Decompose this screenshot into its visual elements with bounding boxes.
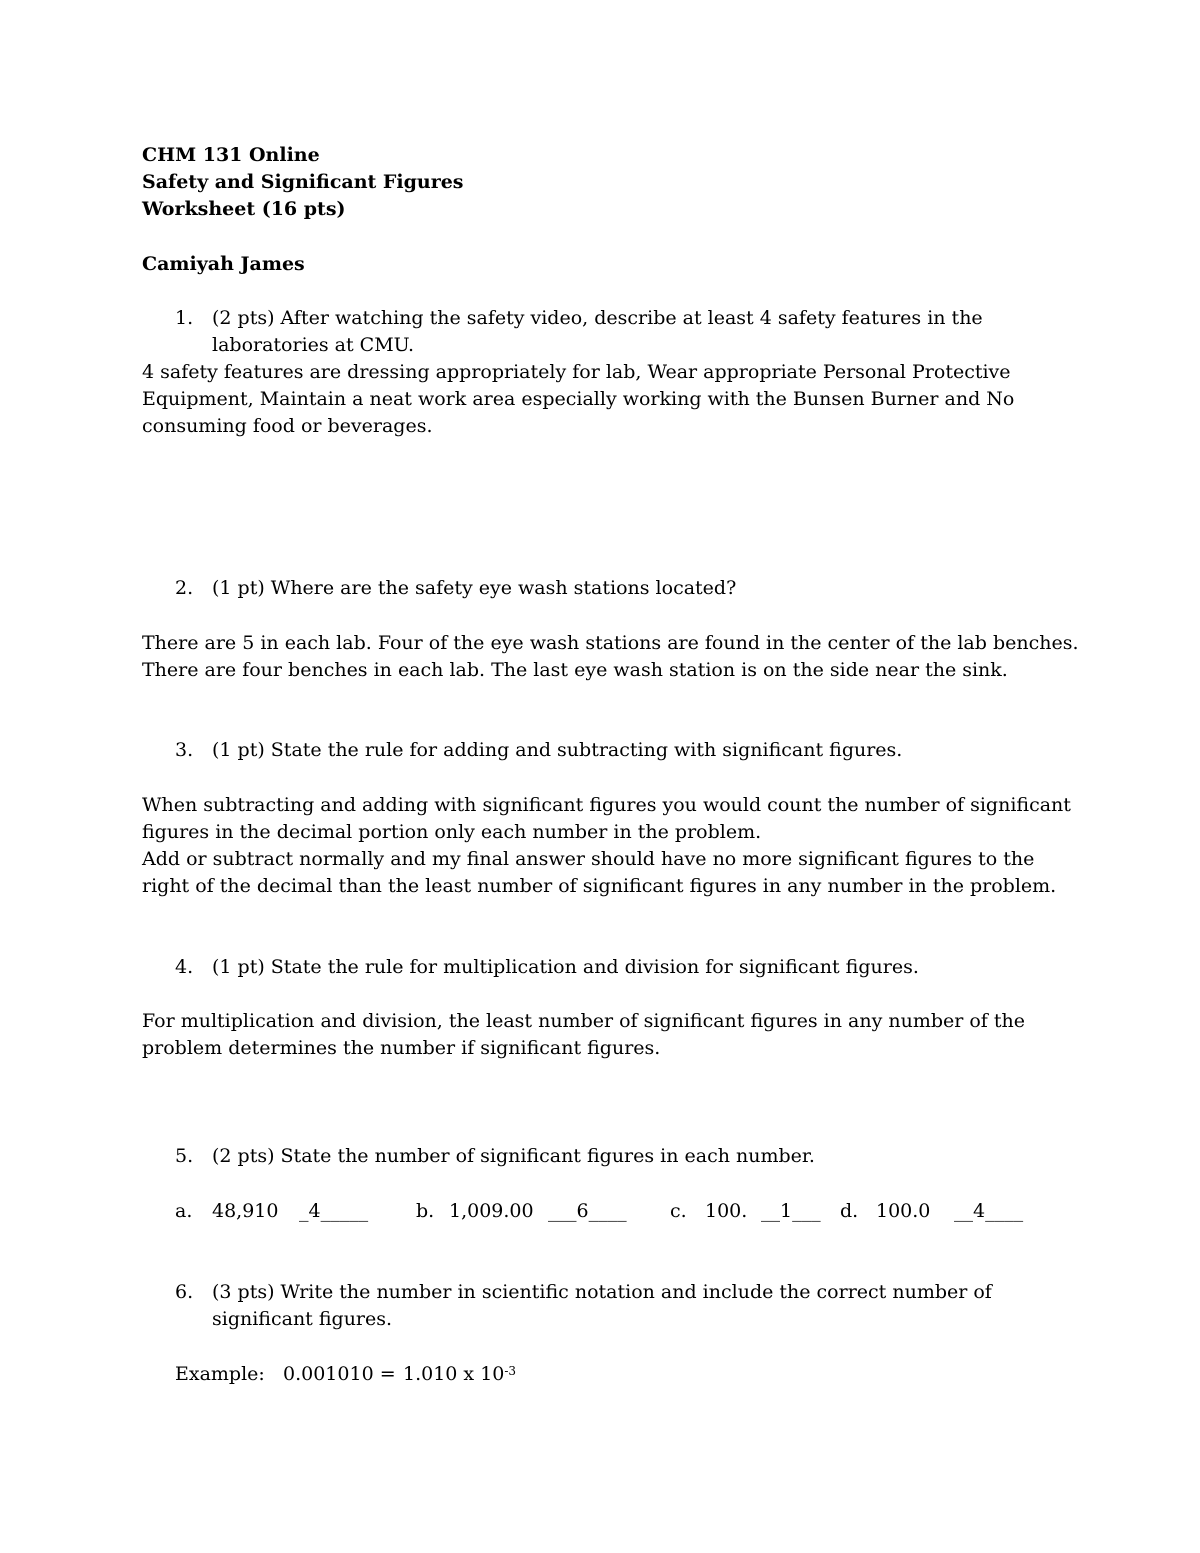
worksheet-title: Worksheet (16 pts): [142, 198, 346, 220]
example-label: Example:: [175, 1363, 265, 1385]
question-1-prompt: (2 pts) After watching the safety video, describe at least 4 safety features in the: [212, 307, 983, 329]
sigfig-item-d-answer: __4____: [954, 1200, 1024, 1222]
question-2-prompt: (1 pt) Where are the safety eye wash stations located?: [212, 577, 737, 599]
question-2-answer: There are 5 in each lab. Four of the eye wash stations are found in the center of the lab benches.: [142, 632, 1079, 654]
question-3-answer: figures in the decimal portion only each number in the problem.: [142, 821, 762, 843]
sigfig-item-d-value: 100.0: [876, 1200, 931, 1222]
question-5-number: 5.: [175, 1145, 194, 1167]
sigfig-item-c-answer: __1___: [761, 1200, 821, 1222]
question-1-number: 1.: [175, 307, 194, 329]
example-exponent: -3: [504, 1364, 517, 1378]
question-6-prompt: (3 pts) Write the number in scientific notation and include the correct number of: [212, 1281, 992, 1303]
question-3-answer: right of the decimal than the least number of significant figures in any number in the problem.: [142, 875, 1057, 897]
sigfig-item-a-answer: _4_____: [299, 1200, 369, 1222]
example-result: [403, 1361, 516, 1388]
question-3-prompt: (1 pt) State the rule for adding and subtracting with significant figures.: [212, 739, 903, 761]
sigfig-item-b-answer: ___6____: [548, 1200, 627, 1222]
example-result-base: 1.010 x 10: [403, 1363, 505, 1385]
sigfig-item-c-value: 100.: [705, 1200, 748, 1222]
question-1-answer: consuming food or beverages.: [142, 415, 433, 437]
question-2-answer: There are four benches in each lab. The last eye wash station is on the side near the sink.: [142, 659, 1008, 681]
sigfig-item-d-letter: d.: [840, 1200, 859, 1222]
question-5-prompt: (2 pts) State the number of significant figures in each number.: [212, 1145, 815, 1167]
question-6-prompt: significant figures.: [212, 1308, 393, 1330]
question-1-answer: Equipment, Maintain a neat work area especially working with the Bunsen Burner and No: [142, 388, 1015, 410]
student-name: Camiyah James: [142, 253, 305, 275]
example-number: 0.001010 =: [283, 1363, 396, 1385]
question-2-number: 2.: [175, 577, 194, 599]
sigfig-item-a-letter: a.: [175, 1200, 193, 1222]
question-4-answer: For multiplication and division, the least number of significant figures in any number of the: [142, 1010, 1025, 1032]
question-1-prompt: laboratories at CMU.: [212, 334, 414, 356]
course-title: CHM 131 Online: [142, 144, 320, 166]
question-6-number: 6.: [175, 1281, 194, 1303]
question-4-number: 4.: [175, 956, 194, 978]
question-4-prompt: (1 pt) State the rule for multiplication and division for significant figures.: [212, 956, 919, 978]
question-3-answer: When subtracting and adding with significant figures you would count the number of significant: [142, 794, 1071, 816]
question-1-answer: 4 safety features are dressing appropriately for lab, Wear appropriate Personal Protective: [142, 361, 1011, 383]
worksheet-topic: Safety and Significant Figures: [142, 171, 464, 193]
sigfig-item-b-value: 1,009.00: [449, 1200, 534, 1222]
question-4-answer: problem determines the number if significant figures.: [142, 1037, 661, 1059]
sigfig-item-a-value: 48,910: [212, 1200, 279, 1222]
question-3-number: 3.: [175, 739, 194, 761]
question-3-answer: Add or subtract normally and my final answer should have no more significant figures to the: [142, 848, 1035, 870]
sigfig-item-c-letter: c.: [670, 1200, 687, 1222]
sigfig-item-b-letter: b.: [416, 1200, 435, 1222]
